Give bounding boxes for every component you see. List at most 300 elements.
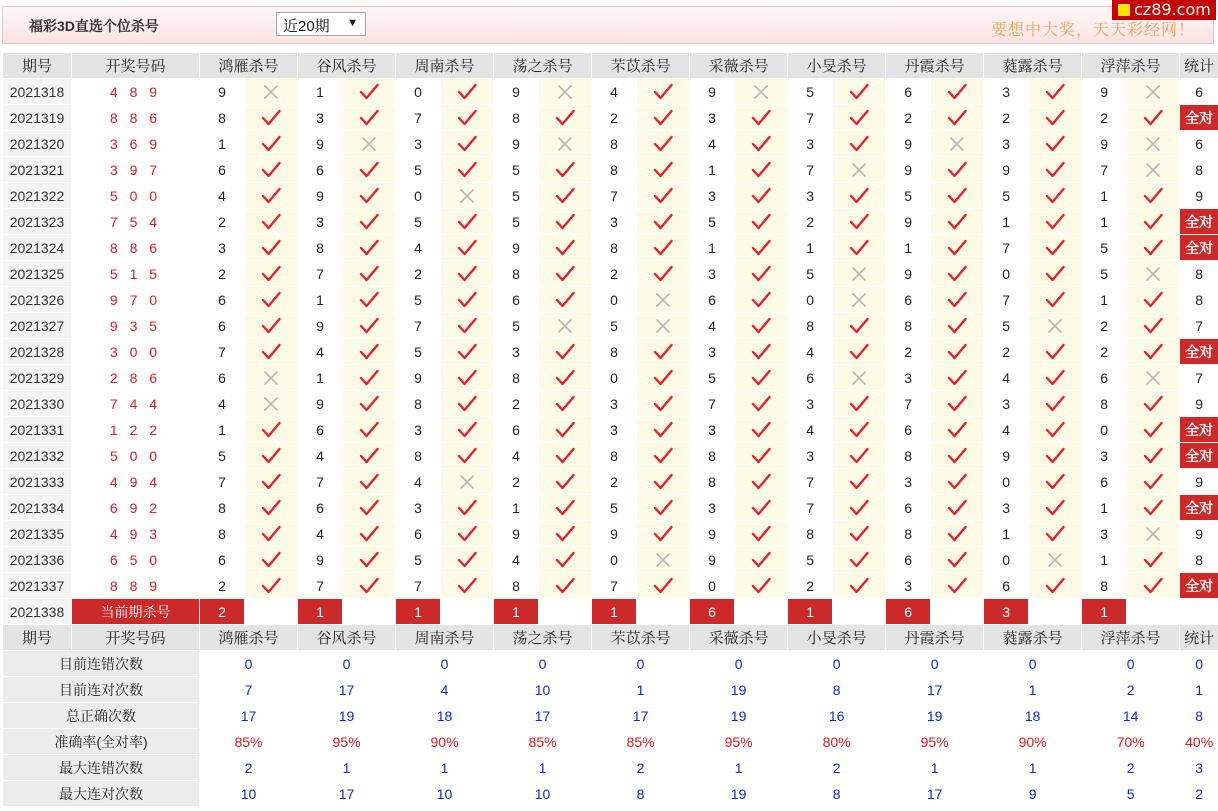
kill-number-cell: 9 <box>298 313 343 339</box>
current-issue-cell: 2021338 <box>3 599 72 625</box>
cross-icon <box>947 135 967 153</box>
hit-mark-cell <box>245 183 298 209</box>
column-header-expert: 周南杀号 <box>396 625 494 651</box>
kill-number-cell: 9 <box>886 131 931 157</box>
logo-square-icon <box>1118 4 1130 16</box>
cross-icon <box>1143 83 1163 101</box>
check-icon <box>751 421 771 439</box>
kill-number-cell: 4 <box>200 183 245 209</box>
check-icon <box>653 265 673 283</box>
check-icon <box>653 395 673 413</box>
hit-mark-cell <box>637 417 690 443</box>
kill-number-cell: 3 <box>690 495 735 521</box>
check-icon <box>555 109 575 127</box>
current-blank-cell <box>441 599 494 625</box>
kill-number-cell: 8 <box>592 443 637 469</box>
summary-value: 17 <box>494 703 592 729</box>
table-header-row <box>3 53 1218 79</box>
hit-mark-cell <box>735 313 788 339</box>
kill-number-cell: 7 <box>886 391 931 417</box>
kill-number-cell: 4 <box>396 235 441 261</box>
kill-number-cell: 1 <box>984 521 1029 547</box>
check-icon <box>457 265 477 283</box>
hit-mark-cell <box>343 365 396 391</box>
check-icon <box>555 551 575 569</box>
kill-number-cell: 5 <box>788 547 833 573</box>
table-row <box>3 573 1218 599</box>
summary-value: 19 <box>886 703 984 729</box>
check-icon <box>849 187 869 205</box>
check-icon <box>555 499 575 517</box>
check-icon <box>555 473 575 491</box>
kill-number-cell: 9 <box>886 261 931 287</box>
check-icon <box>849 499 869 517</box>
hit-mark-cell <box>637 209 690 235</box>
kill-number-cell: 3 <box>984 131 1029 157</box>
hit-mark-cell <box>441 391 494 417</box>
hit-mark-cell <box>1029 547 1082 573</box>
check-icon <box>849 213 869 231</box>
draw-number-cell: 4 8 9 <box>72 79 200 105</box>
period-select-value: 近20期 <box>283 18 330 35</box>
check-icon <box>555 421 575 439</box>
kill-number-cell: 7 <box>984 287 1029 313</box>
table-row <box>3 235 1218 261</box>
kill-number-cell: 2 <box>200 573 245 599</box>
kill-number-cell: 9 <box>298 547 343 573</box>
issue-cell: 2021334 <box>3 495 72 521</box>
summary-value: 14 <box>1082 703 1180 729</box>
summary-value: 0 <box>788 651 886 677</box>
kill-number-cell: 4 <box>984 365 1029 391</box>
logo-text: cz89.com <box>1134 0 1211 19</box>
hit-mark-cell <box>343 287 396 313</box>
summary-value: 90% <box>984 729 1082 755</box>
check-icon <box>947 447 967 465</box>
kill-number-cell: 8 <box>200 495 245 521</box>
summary-value: 1 <box>984 755 1082 781</box>
table-row <box>3 339 1218 365</box>
check-icon <box>555 369 575 387</box>
hit-mark-cell <box>637 235 690 261</box>
cross-icon <box>1045 551 1065 569</box>
current-blank-cell <box>735 599 788 625</box>
hit-mark-cell <box>539 261 592 287</box>
kill-number-cell: 7 <box>200 469 245 495</box>
hit-mark-cell <box>1029 157 1082 183</box>
kill-number-cell: 8 <box>690 469 735 495</box>
hit-mark-cell <box>1127 79 1180 105</box>
kill-number-cell: 3 <box>984 79 1029 105</box>
column-header-expert: 荡之杀号 <box>494 625 592 651</box>
hit-mark-cell <box>637 573 690 599</box>
hit-mark-cell <box>1127 521 1180 547</box>
hit-mark-cell <box>833 495 886 521</box>
all-correct-badge: 全对 <box>1180 443 1218 469</box>
check-icon <box>947 83 967 101</box>
summary-value: 10 <box>396 781 494 807</box>
issue-cell: 2021329 <box>3 365 72 391</box>
issue-cell: 2021325 <box>3 261 72 287</box>
check-icon <box>359 239 379 257</box>
hit-mark-cell <box>833 313 886 339</box>
kill-number-cell: 8 <box>690 443 735 469</box>
hit-mark-cell <box>539 209 592 235</box>
all-correct-badge: 全对 <box>1180 105 1218 131</box>
cross-icon <box>261 395 281 413</box>
check-icon <box>261 291 281 309</box>
column-header-expert: 芣苡杀号 <box>592 53 690 79</box>
kill-number-cell: 6 <box>396 521 441 547</box>
hit-mark-cell <box>833 209 886 235</box>
summary-value: 19 <box>690 677 788 703</box>
issue-cell: 2021335 <box>3 521 72 547</box>
cross-icon <box>457 187 477 205</box>
issue-cell: 2021331 <box>3 417 72 443</box>
kill-number-cell: 7 <box>592 183 637 209</box>
summary-value: 80% <box>788 729 886 755</box>
hit-mark-cell <box>1029 521 1082 547</box>
kill-number-cell: 9 <box>396 365 441 391</box>
hit-mark-cell <box>343 235 396 261</box>
column-header-draw: 开奖号码 <box>72 53 200 79</box>
stat-cell: 7 <box>1180 313 1218 339</box>
kill-number-cell: 7 <box>592 573 637 599</box>
summary-stat-value: 0 <box>1180 651 1218 677</box>
hit-mark-cell <box>539 79 592 105</box>
check-icon <box>751 395 771 413</box>
stat-cell: 9 <box>1180 521 1218 547</box>
table-row <box>3 287 1218 313</box>
kill-number-cell: 9 <box>494 521 539 547</box>
hit-mark-cell <box>539 573 592 599</box>
check-icon <box>947 265 967 283</box>
hit-mark-cell <box>931 391 984 417</box>
column-header-expert: 鸿雁杀号 <box>200 625 298 651</box>
hit-mark-cell <box>833 79 886 105</box>
draw-number-cell: 2 8 6 <box>72 365 200 391</box>
hit-mark-cell <box>539 547 592 573</box>
check-icon <box>947 343 967 361</box>
issue-cell: 2021324 <box>3 235 72 261</box>
kill-number-cell: 0 <box>788 287 833 313</box>
column-header-expert: 周南杀号 <box>396 53 494 79</box>
hit-mark-cell <box>441 209 494 235</box>
table-row <box>3 469 1218 495</box>
kill-number-cell: 1 <box>1082 287 1127 313</box>
hit-mark-cell <box>343 469 396 495</box>
check-icon <box>457 135 477 153</box>
hit-mark-cell <box>931 443 984 469</box>
check-icon <box>359 447 379 465</box>
check-icon <box>261 525 281 543</box>
current-kill-number: 6 <box>886 599 931 625</box>
hit-mark-cell <box>735 183 788 209</box>
hit-mark-cell <box>833 105 886 131</box>
cross-icon <box>653 291 673 309</box>
hit-mark-cell <box>833 131 886 157</box>
kill-number-cell: 3 <box>1082 443 1127 469</box>
summary-value: 8 <box>788 677 886 703</box>
kill-number-cell: 3 <box>1082 521 1127 547</box>
current-kill-number: 3 <box>984 599 1029 625</box>
issue-cell: 2021323 <box>3 209 72 235</box>
check-icon <box>947 473 967 491</box>
all-correct-badge: 全对 <box>1180 339 1218 365</box>
check-icon <box>261 239 281 257</box>
summary-value: 0 <box>1082 651 1180 677</box>
summary-value: 0 <box>200 651 298 677</box>
summary-value: 7 <box>200 677 298 703</box>
check-icon <box>261 551 281 569</box>
hit-mark-cell <box>1127 183 1180 209</box>
kill-number-cell: 9 <box>690 79 735 105</box>
kill-number-cell: 3 <box>396 495 441 521</box>
hit-mark-cell <box>1029 417 1082 443</box>
hit-mark-cell <box>931 417 984 443</box>
hit-mark-cell <box>833 547 886 573</box>
hit-mark-cell <box>1127 391 1180 417</box>
kill-number-cell: 4 <box>592 79 637 105</box>
site-logo[interactable] <box>1112 0 1216 20</box>
kill-number-cell: 6 <box>886 547 931 573</box>
check-icon <box>751 265 771 283</box>
stat-cell: 8 <box>1180 287 1218 313</box>
kill-number-cell: 8 <box>886 521 931 547</box>
summary-value: 17 <box>592 703 690 729</box>
cross-icon <box>261 369 281 387</box>
check-icon <box>1143 551 1163 569</box>
table-row <box>3 261 1218 287</box>
check-icon <box>261 473 281 491</box>
current-blank-cell <box>931 599 984 625</box>
summary-value: 0 <box>592 651 690 677</box>
hit-mark-cell <box>735 573 788 599</box>
check-icon <box>555 395 575 413</box>
check-icon <box>947 317 967 335</box>
check-icon <box>653 83 673 101</box>
kill-number-cell: 5 <box>788 79 833 105</box>
kill-number-cell: 6 <box>200 287 245 313</box>
kill-number-cell: 2 <box>592 105 637 131</box>
summary-value: 17 <box>298 781 396 807</box>
check-icon <box>457 213 477 231</box>
kill-number-cell: 1 <box>1082 183 1127 209</box>
hit-mark-cell <box>1127 157 1180 183</box>
kill-number-cell: 0 <box>984 469 1029 495</box>
hit-mark-cell <box>1127 469 1180 495</box>
column-header-expert: 小旻杀号 <box>788 625 886 651</box>
hit-mark-cell <box>1029 131 1082 157</box>
kill-number-cell: 1 <box>200 417 245 443</box>
kill-number-cell: 2 <box>984 339 1029 365</box>
kill-number-cell: 9 <box>1082 131 1127 157</box>
summary-value: 85% <box>592 729 690 755</box>
check-icon <box>261 161 281 179</box>
check-icon <box>751 447 771 465</box>
hit-mark-cell <box>343 573 396 599</box>
summary-value: 1 <box>298 755 396 781</box>
kill-number-cell: 3 <box>788 183 833 209</box>
kill-number-cell: 8 <box>592 339 637 365</box>
chevron-down-icon: ▼ <box>347 17 358 29</box>
hit-mark-cell <box>441 417 494 443</box>
hit-mark-cell <box>1029 105 1082 131</box>
summary-label: 目前连错次数 <box>3 651 200 677</box>
summary-value: 17 <box>886 677 984 703</box>
check-icon <box>457 109 477 127</box>
check-icon <box>751 473 771 491</box>
hit-mark-cell <box>441 495 494 521</box>
kill-number-cell: 0 <box>592 547 637 573</box>
kill-number-cell: 8 <box>494 261 539 287</box>
summary-label: 总正确次数 <box>3 703 200 729</box>
summary-value: 0 <box>984 651 1082 677</box>
column-header-expert: 谷风杀号 <box>298 625 396 651</box>
kill-number-cell: 9 <box>984 443 1029 469</box>
kill-number-cell: 1 <box>1082 495 1127 521</box>
kill-number-cell: 4 <box>298 339 343 365</box>
summary-value: 1 <box>396 755 494 781</box>
kill-number-cell: 3 <box>690 105 735 131</box>
kill-number-cell: 2 <box>396 261 441 287</box>
check-icon <box>359 499 379 517</box>
kill-number-cell: 1 <box>984 209 1029 235</box>
hit-mark-cell <box>1029 573 1082 599</box>
cross-icon <box>849 291 869 309</box>
hit-mark-cell <box>245 443 298 469</box>
hit-mark-cell <box>931 469 984 495</box>
kill-number-cell: 9 <box>886 209 931 235</box>
draw-number-cell: 3 6 9 <box>72 131 200 157</box>
kill-number-cell: 6 <box>788 365 833 391</box>
check-icon <box>947 395 967 413</box>
table-row <box>3 183 1218 209</box>
kill-number-cell: 6 <box>298 495 343 521</box>
hit-mark-cell <box>1127 547 1180 573</box>
column-header-expert: 小旻杀号 <box>788 53 886 79</box>
kill-number-cell: 2 <box>592 261 637 287</box>
kill-number-cell: 7 <box>788 495 833 521</box>
kill-number-cell: 7 <box>690 391 735 417</box>
kill-number-cell: 0 <box>592 365 637 391</box>
kill-number-cell: 6 <box>298 417 343 443</box>
hit-mark-cell <box>539 391 592 417</box>
hit-mark-cell <box>343 313 396 339</box>
hit-mark-cell <box>441 339 494 365</box>
kill-number-cell: 3 <box>886 365 931 391</box>
hit-mark-cell <box>637 521 690 547</box>
summary-value: 19 <box>298 703 396 729</box>
hit-mark-cell <box>1029 339 1082 365</box>
cross-icon <box>1143 369 1163 387</box>
check-icon <box>555 291 575 309</box>
check-icon <box>849 239 869 257</box>
check-icon <box>751 317 771 335</box>
kill-number-cell: 6 <box>1082 469 1127 495</box>
hit-mark-cell <box>637 365 690 391</box>
check-icon <box>457 343 477 361</box>
current-kill-number: 1 <box>396 599 441 625</box>
check-icon <box>653 473 673 491</box>
hit-mark-cell <box>735 391 788 417</box>
stat-cell: 9 <box>1180 391 1218 417</box>
kill-number-cell: 9 <box>1082 79 1127 105</box>
hit-mark-cell <box>1127 287 1180 313</box>
summary-value: 17 <box>298 677 396 703</box>
check-icon <box>653 343 673 361</box>
summary-value: 0 <box>396 651 494 677</box>
hit-mark-cell <box>931 235 984 261</box>
hit-mark-cell <box>833 521 886 547</box>
summary-row <box>3 651 1218 677</box>
kill-number-cell: 6 <box>1082 365 1127 391</box>
hit-mark-cell <box>833 469 886 495</box>
hit-mark-cell <box>637 105 690 131</box>
hit-mark-cell <box>245 209 298 235</box>
kill-number-cell: 9 <box>690 547 735 573</box>
check-icon <box>359 343 379 361</box>
check-icon <box>359 187 379 205</box>
kill-number-cell: 7 <box>298 469 343 495</box>
stat-cell: 9 <box>1180 469 1218 495</box>
check-icon <box>457 577 477 595</box>
hit-mark-cell <box>539 157 592 183</box>
hit-mark-cell <box>637 495 690 521</box>
hit-mark-cell <box>343 183 396 209</box>
hit-mark-cell <box>735 547 788 573</box>
hit-mark-cell <box>1029 365 1082 391</box>
hit-mark-cell <box>441 521 494 547</box>
kill-number-cell: 5 <box>494 209 539 235</box>
check-icon <box>751 135 771 153</box>
hit-mark-cell <box>441 365 494 391</box>
kill-number-cell: 7 <box>1082 157 1127 183</box>
issue-cell: 2021330 <box>3 391 72 417</box>
table-header-row <box>3 625 1218 651</box>
cross-icon <box>751 83 771 101</box>
hit-mark-cell <box>539 521 592 547</box>
check-icon <box>947 109 967 127</box>
cross-icon <box>1143 135 1163 153</box>
kill-number-cell: 1 <box>298 365 343 391</box>
table-row <box>3 391 1218 417</box>
kill-number-cell: 8 <box>396 443 441 469</box>
hit-mark-cell <box>1127 105 1180 131</box>
kill-number-cell: 2 <box>788 573 833 599</box>
hit-mark-cell <box>735 495 788 521</box>
period-select[interactable] <box>276 12 366 36</box>
check-icon <box>1143 421 1163 439</box>
page-title: 福彩3D直选个位杀号 <box>29 18 159 34</box>
draw-number-cell: 7 4 4 <box>72 391 200 417</box>
hit-mark-cell <box>245 365 298 391</box>
kill-number-cell: 0 <box>592 287 637 313</box>
kill-number-cell: 5 <box>984 313 1029 339</box>
summary-value: 17 <box>200 703 298 729</box>
hit-mark-cell <box>1029 287 1082 313</box>
hit-mark-cell <box>245 495 298 521</box>
draw-number-cell: 5 1 5 <box>72 261 200 287</box>
summary-row <box>3 729 1218 755</box>
issue-cell: 2021333 <box>3 469 72 495</box>
kill-number-cell: 8 <box>592 131 637 157</box>
summary-value: 2 <box>592 755 690 781</box>
check-icon <box>555 447 575 465</box>
check-icon <box>457 239 477 257</box>
stat-cell: 8 <box>1180 261 1218 287</box>
hit-mark-cell <box>245 547 298 573</box>
